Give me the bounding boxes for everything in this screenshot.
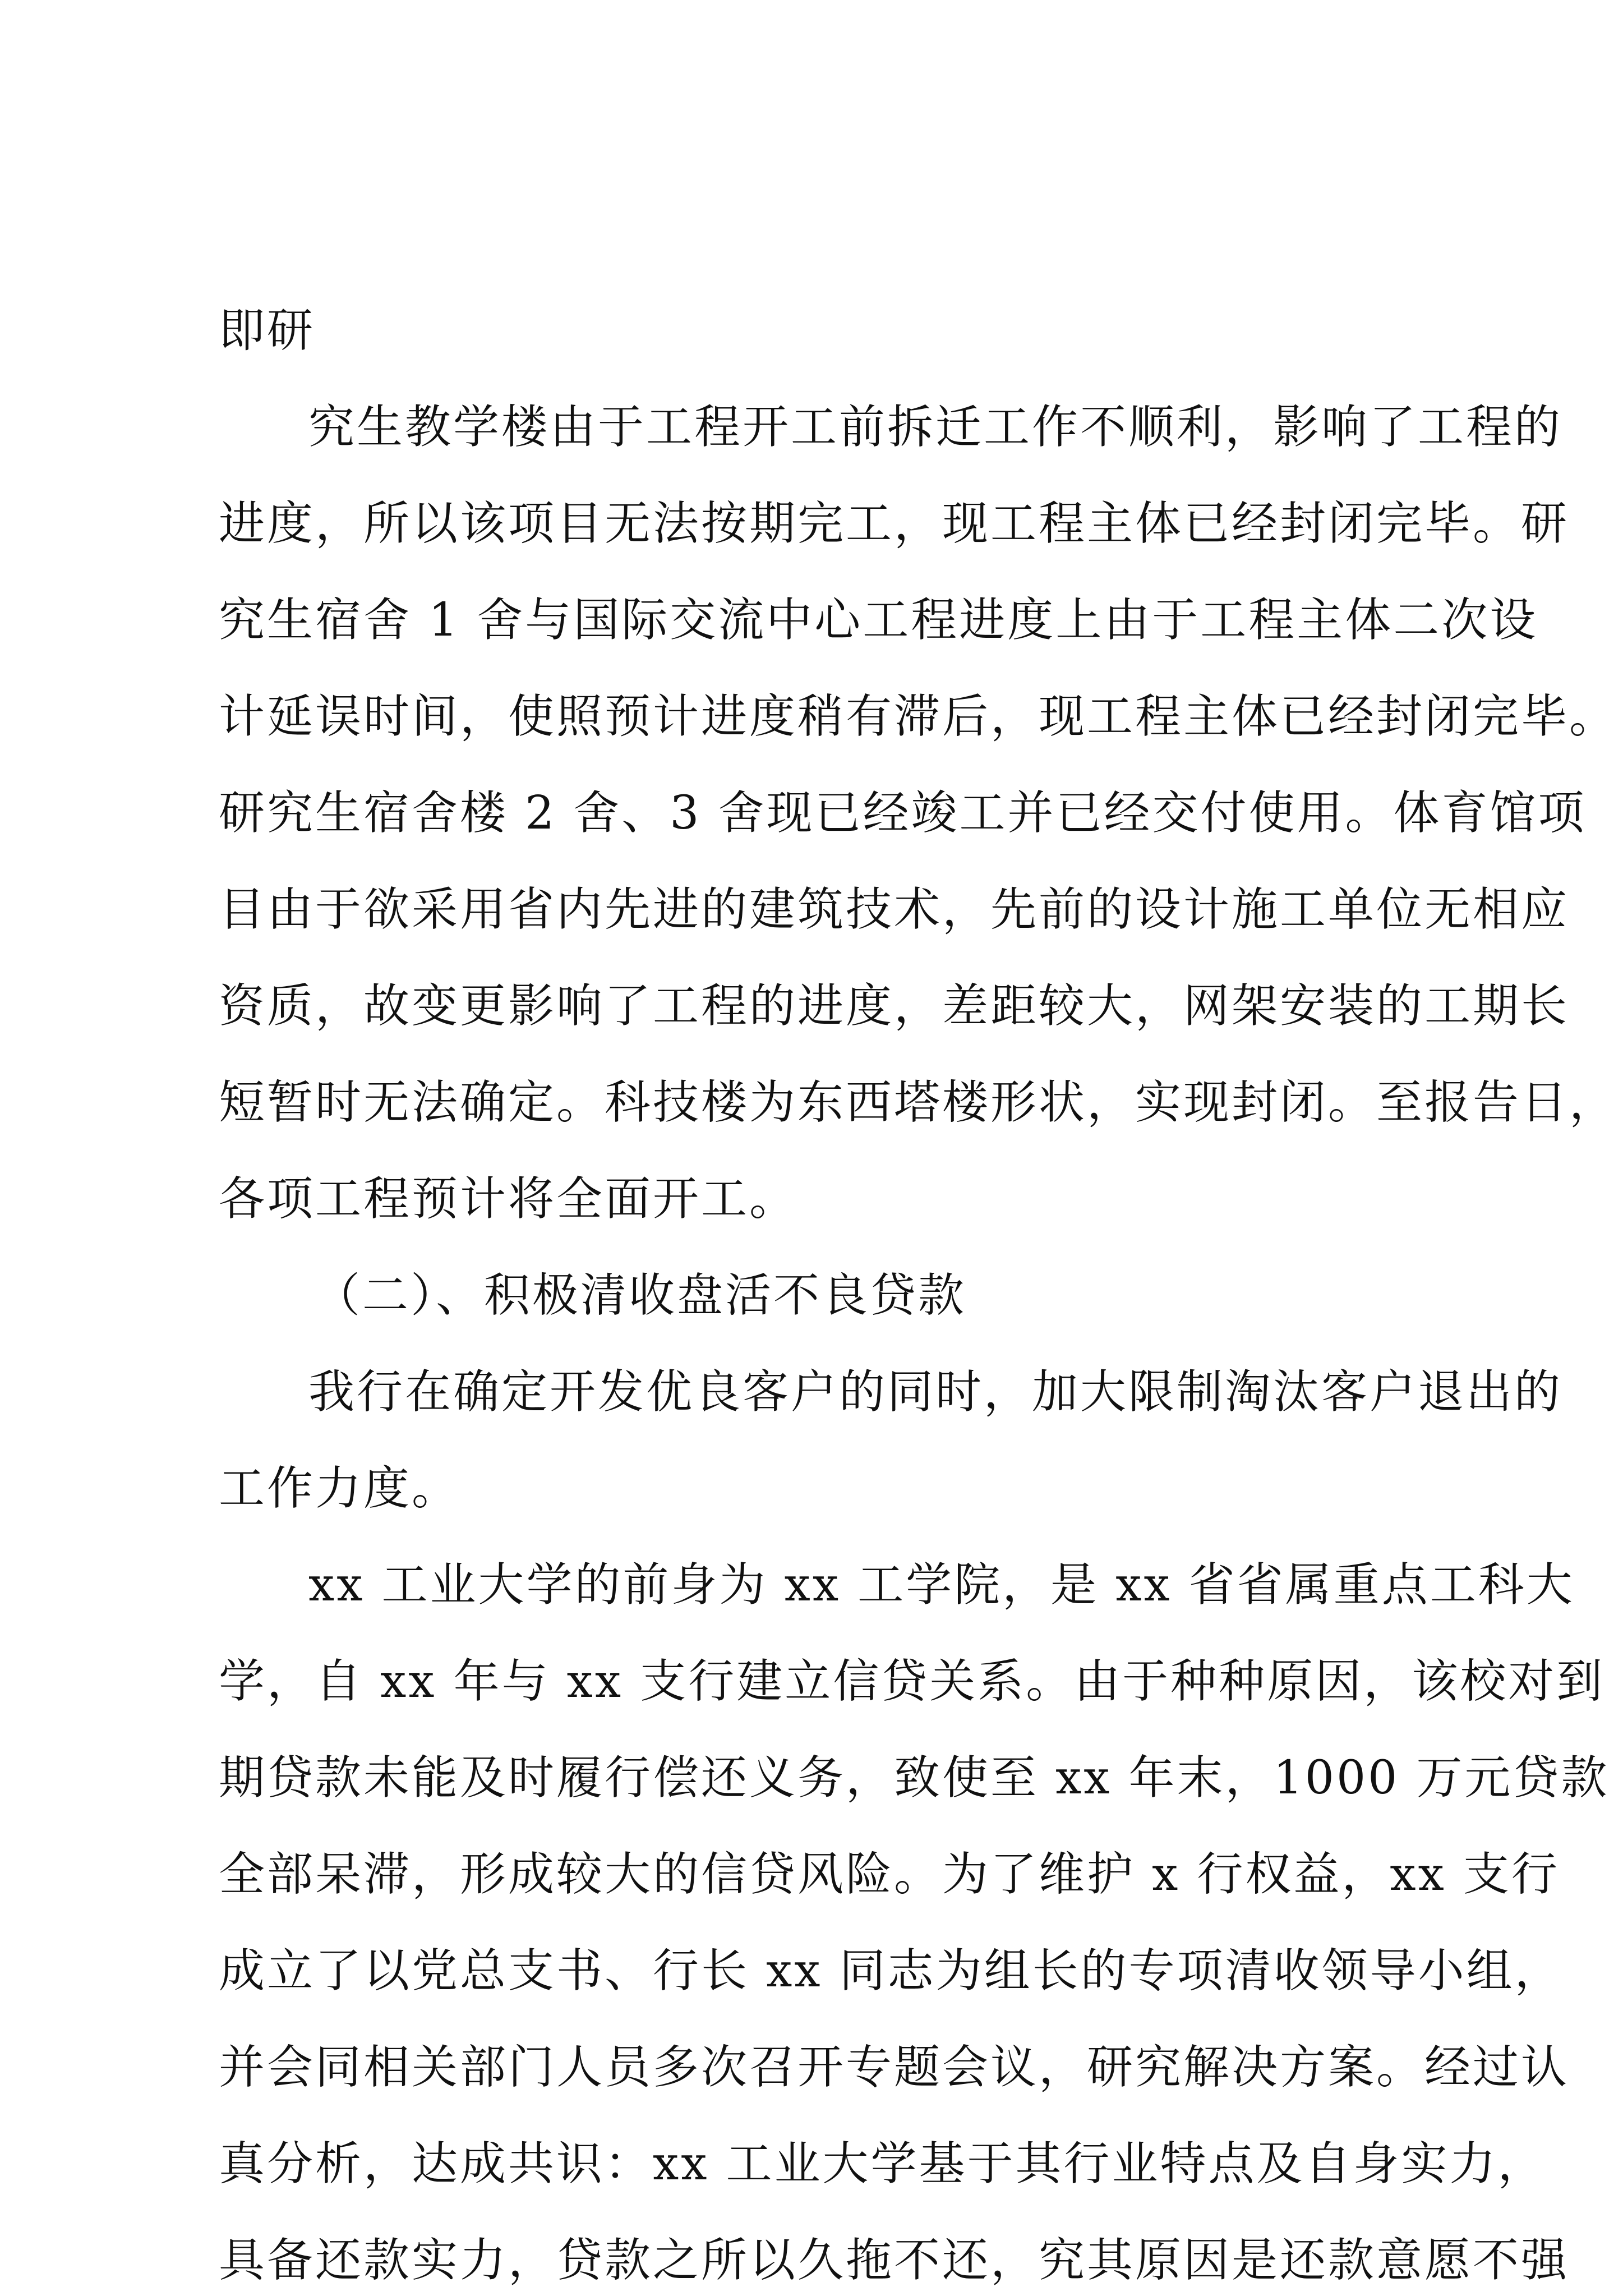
text-line: 并会同相关部门人员多次召开专题会议，研究解决方案。经过认 xyxy=(219,2041,1570,2094)
text-line: 具备还款实力，贷款之所以久拖不还，究其原因是还款意愿不强 xyxy=(219,2234,1570,2287)
text-line: 研究生宿舍楼 2 舍、3 舍现已经竣工并已经交付使用。体育馆项 xyxy=(219,786,1587,840)
text-line: 工作力度。 xyxy=(219,1462,460,1515)
text-line: 短暂时无法确定。科技楼为东西塔楼形状，实现封闭。至报告日， xyxy=(219,1076,1618,1129)
text-line: 资质，故变更影响了工程的进度，差距较大，网架安装的工期长 xyxy=(219,979,1570,1033)
paragraph-first-line: 究生教学楼由于工程开工前拆迁工作不顺利，影响了工程的 xyxy=(308,401,1563,454)
text-line: 各项工程预计将全面开工。 xyxy=(219,1172,798,1226)
paragraph-first-line: 我行在确定开发优良客户的同时，加大限制淘汰客户退出的 xyxy=(308,1365,1563,1419)
text-line: 即研 xyxy=(219,304,316,357)
section-heading: （二）、积极清收盘活不良贷款 xyxy=(314,1269,967,1322)
text-line: 进度，所以该项目无法按期完工，现工程主体已经封闭完毕。研 xyxy=(219,497,1570,550)
text-line: 真分析，达成共识：xx 工业大学基于其行业特点及自身实力， xyxy=(219,2137,1546,2191)
paragraph-first-line: xx 工业大学的前身为 xx 工学院，是 xx 省省属重点工科大 xyxy=(308,1558,1575,1612)
text-line: 究生宿舍 1 舍与国际交流中心工程进度上由于工程主体二次设 xyxy=(219,593,1538,647)
text-line: 全部呆滞，形成较大的信贷风险。为了维护 x 行权益，xx 支行 xyxy=(219,1848,1560,1901)
text-line: 目由于欲采用省内先进的建筑技术，先前的设计施工单位无相应 xyxy=(219,883,1570,936)
text-line: 成立了以党总支书、行长 xx 同志为组长的专项清收领导小组， xyxy=(219,1944,1563,1998)
text-line: 学，自 xx 年与 xx 支行建立信贷关系。由于种种原因，该校对到 xyxy=(219,1655,1605,1708)
text-line: 计延误时间，使照预计进度稍有滞后，现工程主体已经封闭完毕。 xyxy=(219,690,1618,743)
text-line: 期贷款未能及时履行偿还义务，致使至 xx 年末，1000 万元贷款 xyxy=(219,1751,1610,1805)
